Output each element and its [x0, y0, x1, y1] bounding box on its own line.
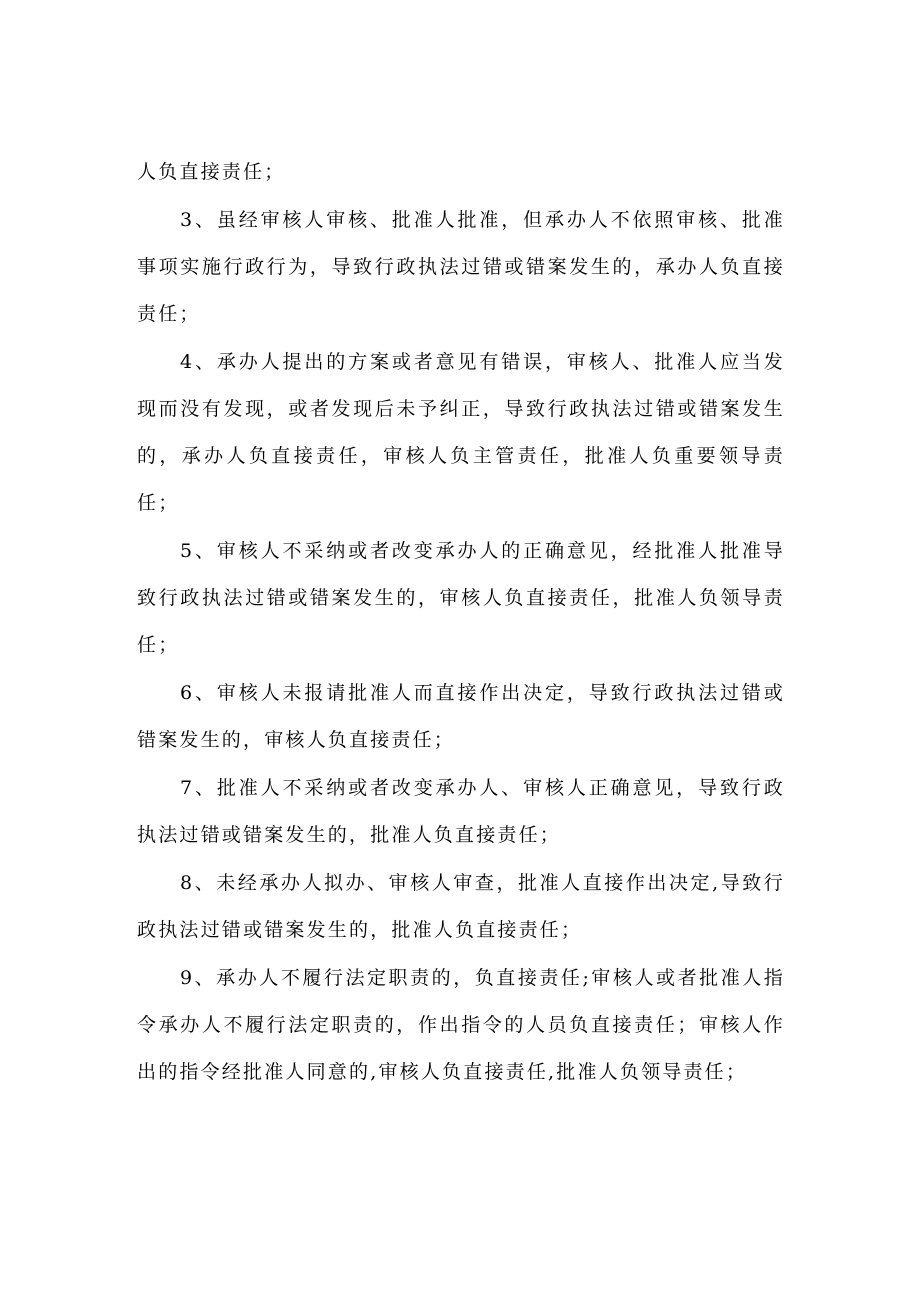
paragraph-item-7: 7、批准人不采纳或者改变承办人、审核人正确意见，导致行政执法过错或错案发生的，批准人负直接责任；: [137, 777, 785, 846]
paragraph-item-3: 3、虽经审核人审核、批准人批准，但承办人不依照审核、批准事项实施行政行为，导致行政执法过错或错案发生的，承办人负直接责任；: [137, 209, 785, 325]
paragraph-item-4: 4、承办人提出的方案或者意见有错误，审核人、批准人应当发现而没有发现，或者发现后未予纠正，导致行政执法过错或错案发生的，承办人负直接责任，审核人负主管责任，批准人负重要领导责任；: [137, 351, 785, 514]
paragraph-item-8: 8、未经承办人拟办、审核人审查，批准人直接作出决定,导致行政执法过错或错案发生的，批准人负直接责任；: [137, 872, 785, 941]
paragraph-continuation: 人负直接责任；: [137, 161, 286, 183]
paragraph-item-5: 5、审核人不采纳或者改变承办人的正确意见，经批准人批准导致行政执法过错或错案发生的，审核人负直接责任，批准人负领导责任；: [137, 540, 785, 656]
document-body: [137, 149, 785, 1097]
paragraph-item-6: 6、审核人未报请批准人而直接作出决定，导致行政执法过错或错案发生的，审核人负直接责任；: [137, 682, 785, 751]
paragraph-item-9: 9、承办人不履行法定职责的，负直接责任;审核人或者批准人指令承办人不履行法定职责的，作出指令的人员负直接责任；审核人作出的指令经批准人同意的,审核人负直接责任,批准人负领导责任；: [137, 967, 785, 1083]
